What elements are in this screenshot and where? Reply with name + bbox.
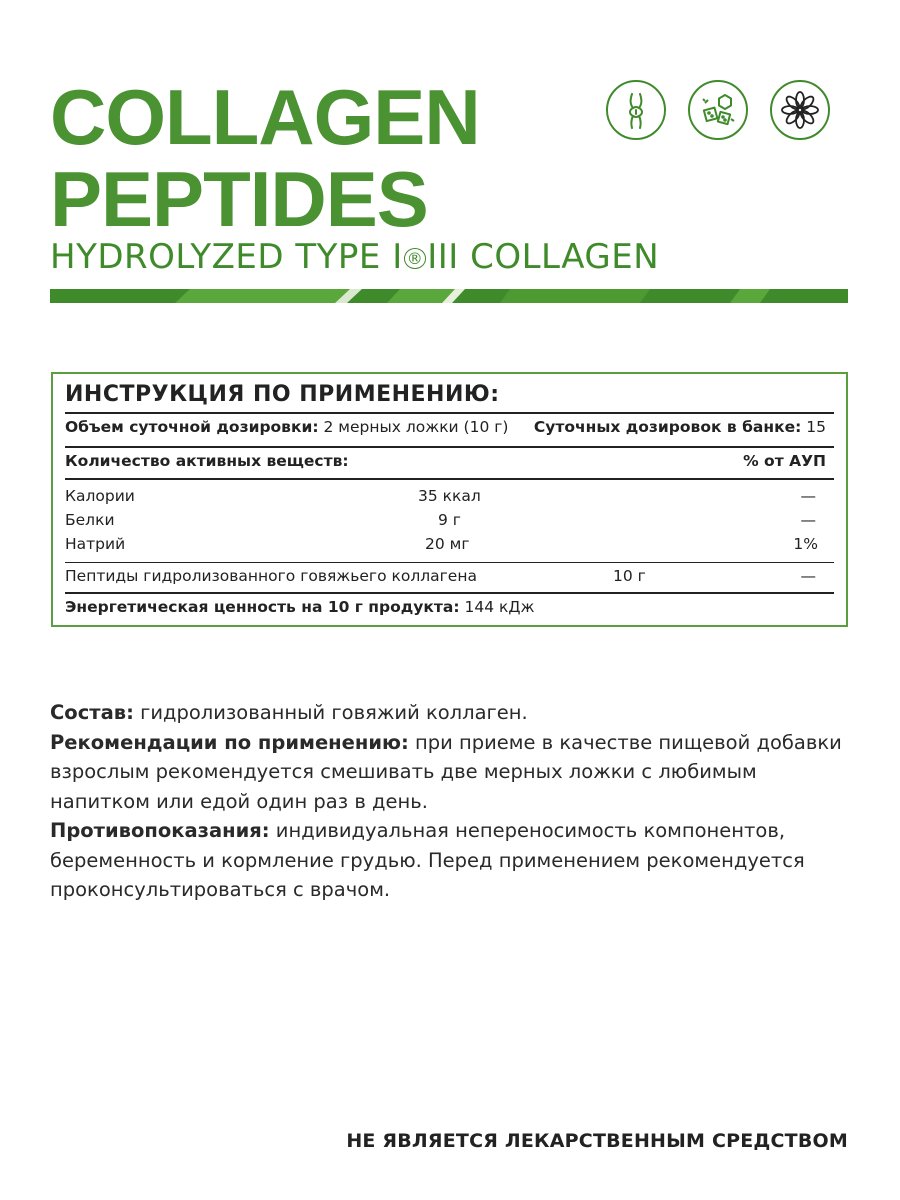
- composition-paragraph: [50, 698, 850, 728]
- recommendations-text: напитком или едой один раз в день.: [50, 789, 428, 813]
- energy-value: 144 кДж: [464, 598, 535, 616]
- divider: [65, 446, 834, 448]
- active-label: Количество активных веществ:: [65, 452, 349, 470]
- recommendations-label: Рекомендации по применению:: [50, 730, 409, 754]
- energy-label: Энергетическая ценность на 10 г продукта:: [65, 598, 460, 616]
- nutrient-rda: —: [800, 511, 816, 529]
- nutrient-rda: —: [800, 487, 816, 505]
- flower-icon: [770, 80, 830, 140]
- feature-icons: [606, 80, 830, 140]
- composition-label: Состав:: [50, 701, 134, 724]
- divider: [65, 478, 834, 480]
- contraindications-text: проконсультироваться с врачом.: [50, 878, 391, 901]
- nutrient-amount: 20 мг: [425, 535, 470, 553]
- title-line-1: COLLAGEN: [50, 73, 480, 161]
- nutrient-name: Калории: [65, 487, 135, 505]
- nutrient-rda: 1%: [793, 535, 818, 553]
- decorative-stripe: [50, 289, 848, 303]
- servings-label: Суточных дозировок в банке:: [533, 418, 802, 436]
- description-text: [50, 698, 850, 905]
- registered-mark: ®: [404, 248, 427, 269]
- contraindications-paragraph: [50, 816, 850, 905]
- daily-dose-label: Объем суточной дозировки:: [65, 418, 319, 436]
- nutrient-amount: 9 г: [438, 511, 461, 529]
- daily-dose-row: [65, 418, 508, 436]
- recommendations-text: взрослым рекомендуется смешивать две мерных ложки с любимым: [50, 760, 757, 783]
- title-line-2: PEPTIDES: [50, 155, 428, 243]
- contraindications-text: индивидуальная непереносимость компонентов,: [275, 819, 786, 842]
- disclaimer: НЕ ЯВЛЯЕТСЯ ЛЕКАРСТВЕННЫМ СРЕДСТВОМ: [346, 1130, 848, 1152]
- contraindications-text: беременность и кормление грудью. Перед применением рекомендуется: [50, 848, 805, 872]
- servings-row: [534, 418, 826, 436]
- recommendations-text: при приеме в качестве пищевой добавки: [414, 730, 842, 754]
- subtitle-part-1: HYDROLYZED TYPE I: [50, 237, 403, 277]
- instructions-panel: [51, 372, 848, 627]
- divider: [65, 562, 834, 563]
- energy-row: [65, 598, 534, 616]
- recommendations-paragraph: [50, 728, 850, 817]
- instructions-heading: ИНСТРУКЦИЯ ПО ПРИМЕНЕНИЮ:: [65, 382, 500, 407]
- composition-text: гидролизованный говяжий коллаген.: [140, 701, 528, 724]
- nutrient-name: Натрий: [65, 535, 126, 553]
- divider: [65, 412, 834, 414]
- subtitle-part-2: III COLLAGEN: [427, 237, 660, 277]
- peptide-name: Пептиды гидролизованного говяжьего коллагена: [65, 567, 477, 585]
- contraindications-label: Противопоказания:: [50, 819, 270, 842]
- molecule-icon: [688, 80, 748, 140]
- subtitle: [50, 237, 660, 277]
- servings-value: 15: [806, 418, 826, 436]
- nutrient-amount: 35 ккал: [418, 487, 481, 505]
- rda-label: % от АУП: [743, 452, 826, 470]
- joint-icon: [606, 80, 666, 140]
- daily-dose-value: 2 мерных ложки (10 г): [323, 418, 509, 436]
- peptide-rda: —: [800, 567, 816, 585]
- divider: [65, 592, 834, 594]
- peptide-amount: 10 г: [613, 567, 646, 585]
- nutrient-name: Белки: [65, 511, 115, 529]
